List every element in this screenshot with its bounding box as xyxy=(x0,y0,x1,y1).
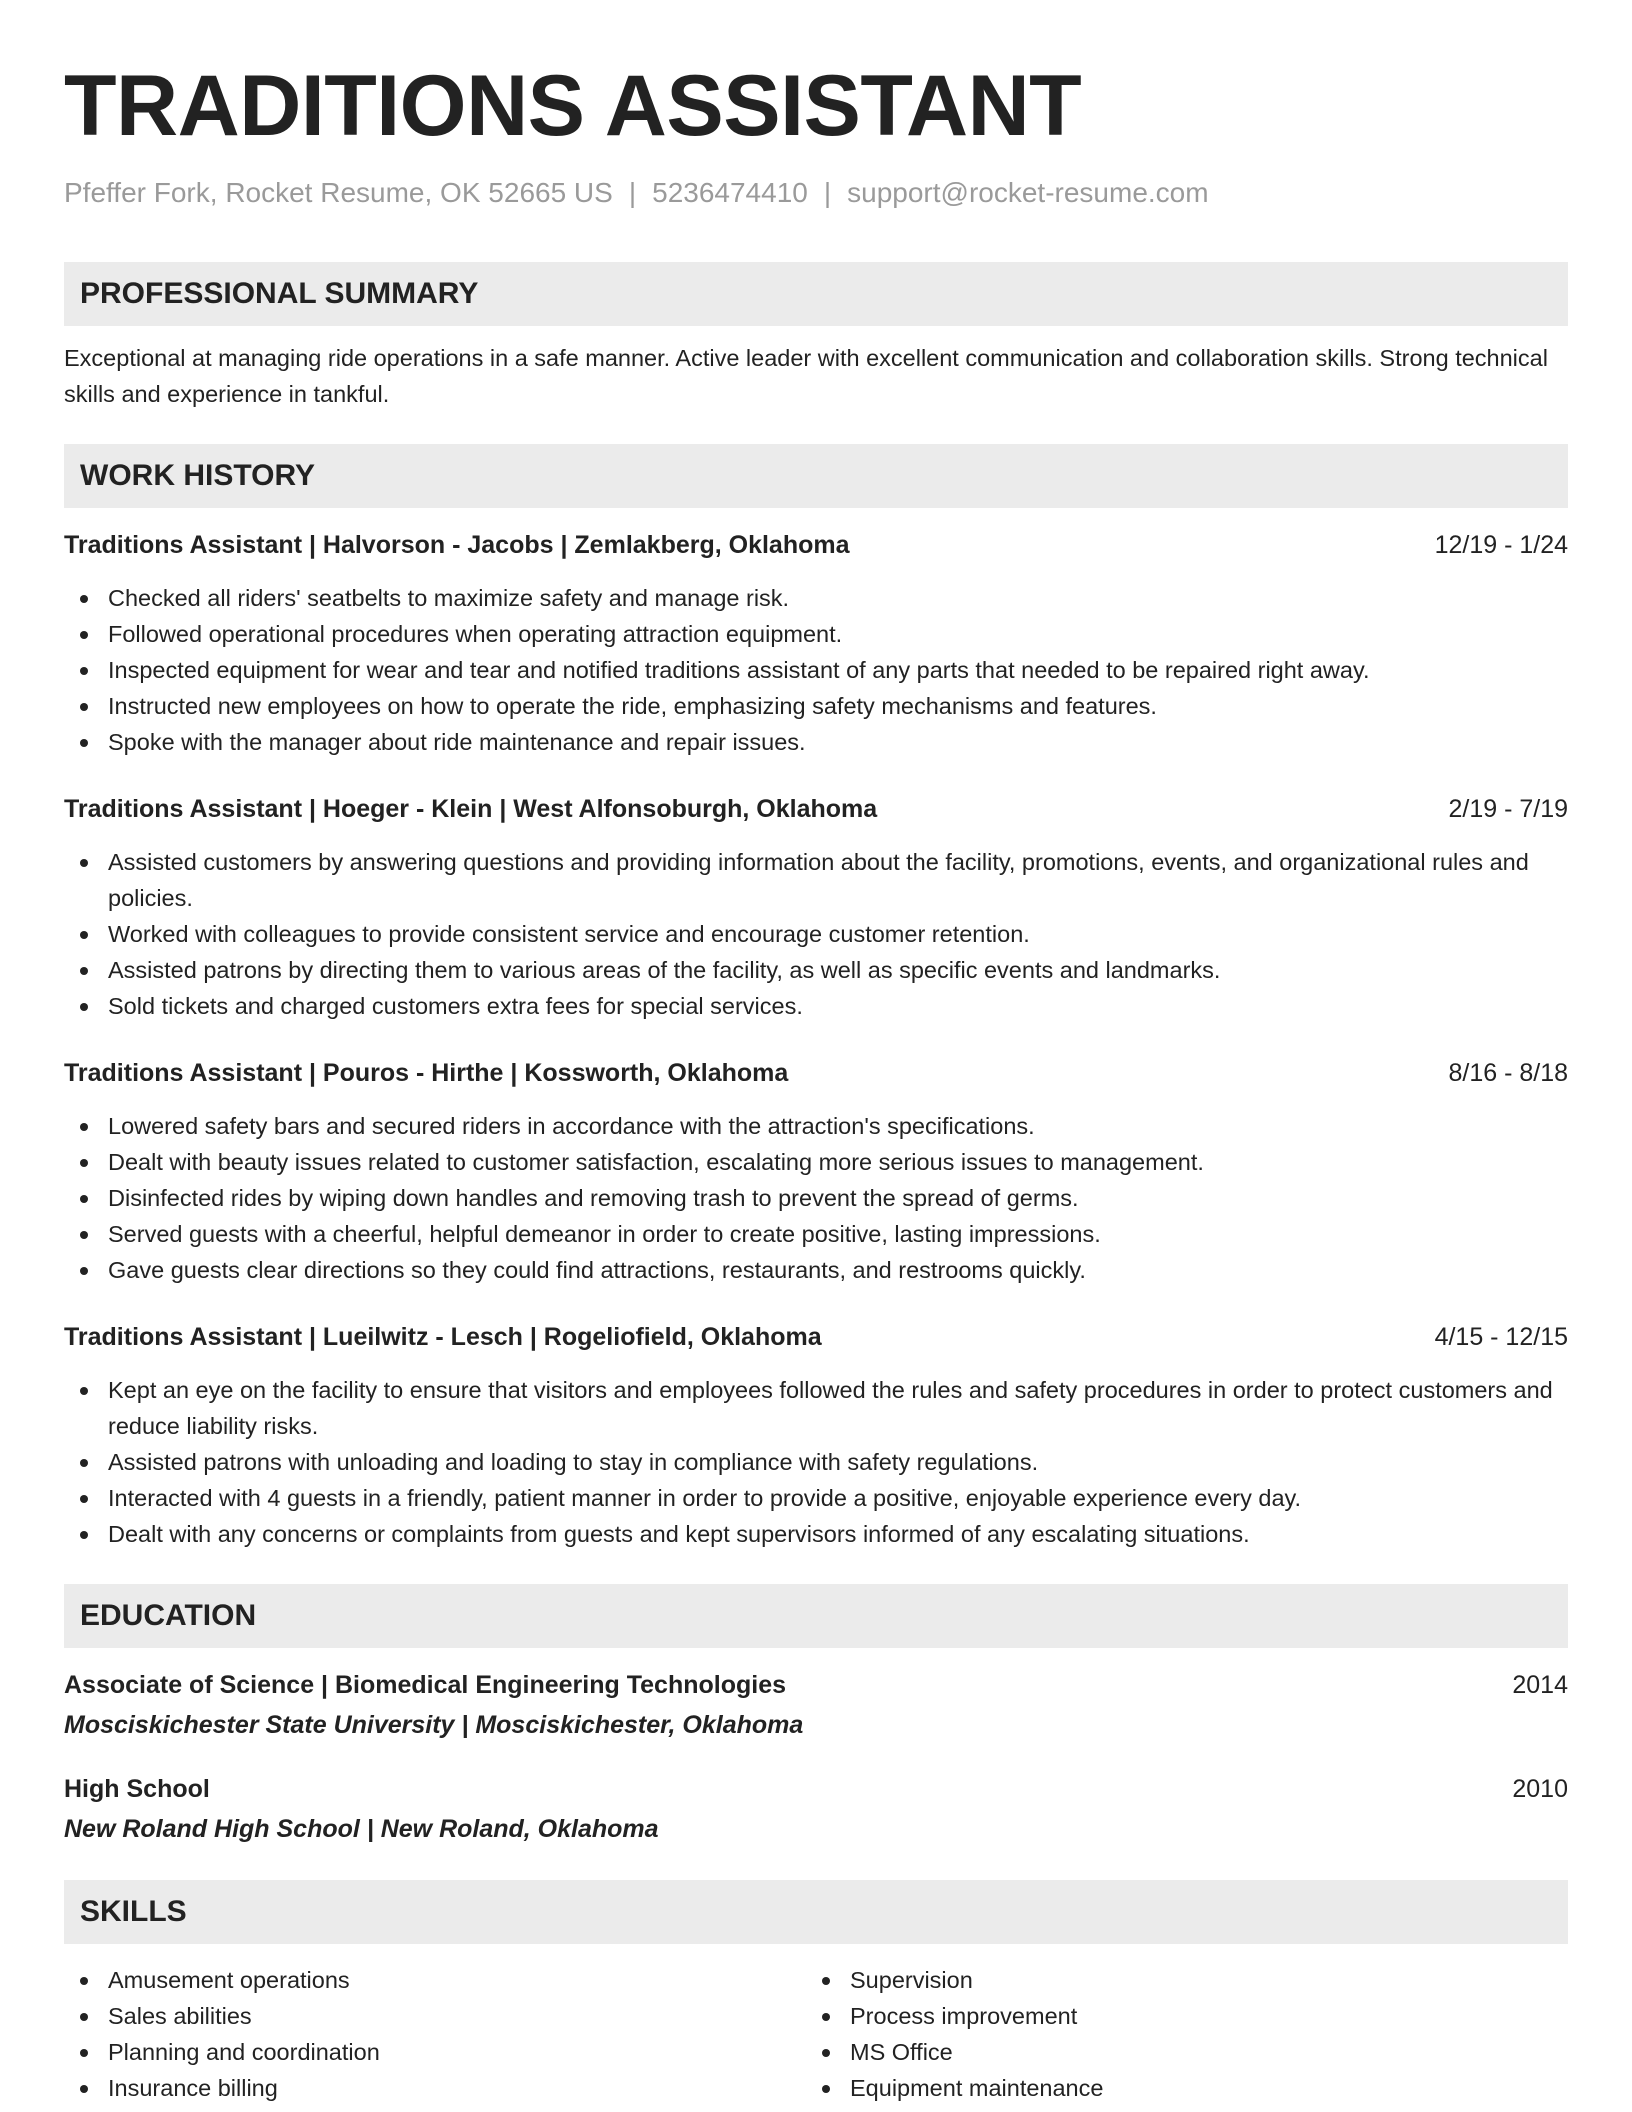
skills-column xyxy=(64,1962,806,2106)
section-heading-education: EDUCATION xyxy=(64,1584,1568,1648)
job-bullets xyxy=(64,580,1568,760)
job-bullet: Kept an eye on the facility to ensure that visitors and employees followed the rules and safety procedures in order to protect customers and reduce liability risks. xyxy=(64,1372,1568,1444)
job-bullet: Checked all riders' seatbelts to maximize safety and manage risk. xyxy=(64,580,1568,616)
job-entry xyxy=(64,1320,1568,1552)
job-dates: 2/19 - 7/19 xyxy=(1448,795,1568,823)
job-dates: 4/15 - 12/15 xyxy=(1434,1323,1568,1351)
job-dates: 12/19 - 1/24 xyxy=(1434,531,1568,559)
job-bullets xyxy=(64,1372,1568,1552)
skill-item: Supervision xyxy=(806,1962,1548,1998)
job-entry xyxy=(64,528,1568,760)
skill-item: Insurance billing xyxy=(64,2070,806,2106)
job-bullet: Followed operational procedures when operating attraction equipment. xyxy=(64,616,1568,652)
education-header xyxy=(64,1772,1568,1806)
skill-item: MS Office xyxy=(806,2034,1548,2070)
skill-item: Process improvement xyxy=(806,1998,1548,2034)
section-heading-summary: PROFESSIONAL SUMMARY xyxy=(64,262,1568,326)
job-bullet: Inspected equipment for wear and tear and notified traditions assistant of any parts that needed to be repaired right away. xyxy=(64,652,1568,688)
education-school: Mosciskichester State University | Mosciskichester, Oklahoma xyxy=(64,1711,804,1739)
skill-item: Equipment maintenance xyxy=(806,2070,1548,2106)
job-dates: 8/16 - 8/18 xyxy=(1448,1059,1568,1087)
job-title: Traditions Assistant | Hoeger - Klein | West Alfonsoburgh, Oklahoma xyxy=(64,795,878,823)
education-degree: Associate of Science | Biomedical Engineering Technologies xyxy=(64,1671,786,1699)
contact-address: Pfeffer Fork, Rocket Resume, OK 52665 US xyxy=(64,177,613,208)
job-bullet: Assisted customers by answering questions and providing information about the facility, promotions, events, and organizational rules and policies. xyxy=(64,844,1568,916)
job-header xyxy=(64,528,1568,562)
education-entry xyxy=(64,1772,1568,1846)
education-year: 2014 xyxy=(1512,1671,1568,1699)
education-header xyxy=(64,1668,1568,1702)
contact-separator: | xyxy=(628,177,637,208)
contact-email: support@rocket-resume.com xyxy=(847,177,1209,208)
skills-list xyxy=(64,1962,1568,2106)
job-entry xyxy=(64,1056,1568,1288)
skill-item: Planning and coordination xyxy=(64,2034,806,2070)
section-heading-work-history: WORK HISTORY xyxy=(64,444,1568,508)
job-bullet: Dealt with beauty issues related to customer satisfaction, escalating more serious issues to management. xyxy=(64,1144,1568,1180)
job-title: Traditions Assistant | Lueilwitz - Lesch | Rogeliofield, Oklahoma xyxy=(64,1323,822,1351)
job-entry xyxy=(64,792,1568,1024)
job-header xyxy=(64,1320,1568,1354)
job-header xyxy=(64,1056,1568,1090)
skills-column xyxy=(806,1962,1548,2106)
contact-separator: | xyxy=(823,177,832,208)
job-bullet: Dealt with any concerns or complaints from guests and kept supervisors informed of any escalating situations. xyxy=(64,1516,1568,1552)
education-entry xyxy=(64,1668,1568,1742)
section-heading-skills: SKILLS xyxy=(64,1880,1568,1944)
job-bullet: Sold tickets and charged customers extra fees for special services. xyxy=(64,988,1568,1024)
job-bullets xyxy=(64,1108,1568,1288)
job-bullet: Disinfected rides by wiping down handles and removing trash to prevent the spread of germs. xyxy=(64,1180,1568,1216)
job-bullet: Worked with colleagues to provide consistent service and encourage customer retention. xyxy=(64,916,1568,952)
resume-name: TRADITIONS ASSISTANT xyxy=(64,58,1082,154)
education-degree: High School xyxy=(64,1775,210,1803)
job-bullet: Assisted patrons with unloading and loading to stay in compliance with safety regulations. xyxy=(64,1444,1568,1480)
job-bullet: Served guests with a cheerful, helpful demeanor in order to create positive, lasting impressions. xyxy=(64,1216,1568,1252)
skill-item: Amusement operations xyxy=(64,1962,806,1998)
job-title: Traditions Assistant | Halvorson - Jacobs | Zemlakberg, Oklahoma xyxy=(64,531,850,559)
job-bullet: Spoke with the manager about ride maintenance and repair issues. xyxy=(64,724,1568,760)
job-bullet: Interacted with 4 guests in a friendly, patient manner in order to provide a positive, enjoyable experience every day. xyxy=(64,1480,1568,1516)
job-title: Traditions Assistant | Pouros - Hirthe | Kossworth, Oklahoma xyxy=(64,1059,789,1087)
contact-phone: 5236474410 xyxy=(652,177,808,208)
job-header xyxy=(64,792,1568,826)
job-bullet: Instructed new employees on how to operate the ride, emphasizing safety mechanisms and features. xyxy=(64,688,1568,724)
education-school: New Roland High School | New Roland, Oklahoma xyxy=(64,1815,659,1843)
skill-item: Sales abilities xyxy=(64,1998,806,2034)
contact-line xyxy=(64,176,1568,210)
job-bullets xyxy=(64,844,1568,1024)
job-bullet: Lowered safety bars and secured riders in accordance with the attraction's specifications. xyxy=(64,1108,1568,1144)
job-bullet: Assisted patrons by directing them to various areas of the facility, as well as specific events and landmarks. xyxy=(64,952,1568,988)
summary-text: Exceptional at managing ride operations in a safe manner. Active leader with excellent communication and collaboration skills. Strong technical skills and experience in tankful. xyxy=(64,345,1548,407)
education-year: 2010 xyxy=(1512,1775,1568,1803)
job-bullet: Gave guests clear directions so they could find attractions, restaurants, and restrooms quickly. xyxy=(64,1252,1568,1288)
